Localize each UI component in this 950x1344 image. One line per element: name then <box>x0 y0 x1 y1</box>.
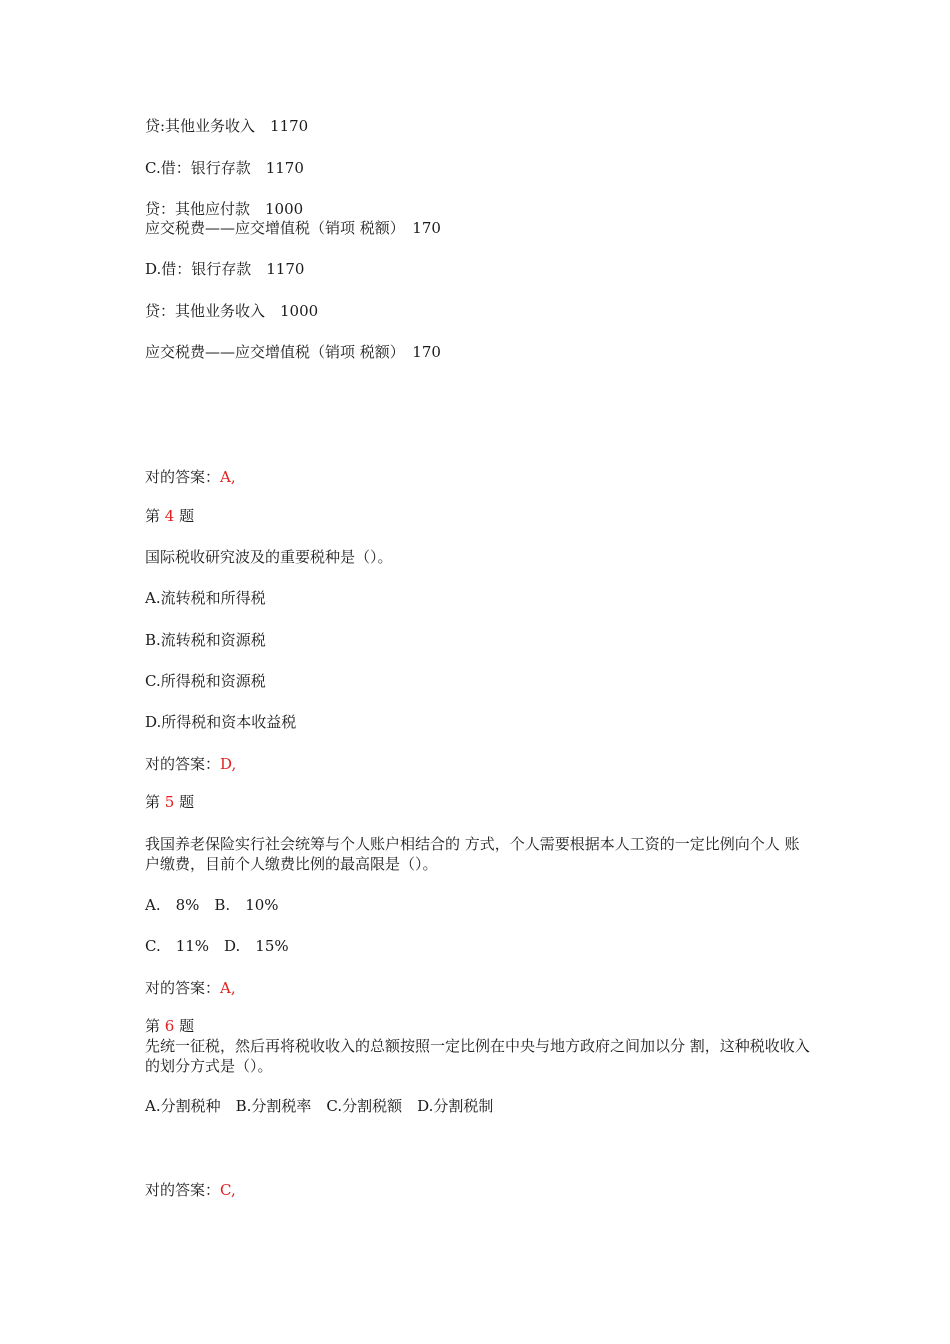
q4-option-a: A.流转税和所得税 <box>145 589 266 607</box>
q5-options-ab: A. 8% B. 10% <box>145 896 279 914</box>
q6-header <box>145 1016 194 1036</box>
q4-header-suffix: 题 <box>174 507 195 525</box>
q3-option-d-debit: D.借：银行存款 1170 <box>145 260 305 278</box>
q5-options-cd: C. 11% D. 15% <box>145 937 289 955</box>
q3-option-c-debit: C.借：银行存款 1170 <box>145 159 304 177</box>
q3-answer <box>145 467 236 487</box>
q4-header <box>145 506 194 526</box>
q3-option-d-credit-1: 贷：其他业务收入 1000 <box>145 302 319 320</box>
q4-option-b: B.流转税和资源税 <box>145 631 266 649</box>
q4-answer-label: 对的答案： <box>145 755 221 773</box>
q5-header-suffix: 题 <box>174 793 195 811</box>
q6-answer-label: 对的答案： <box>145 1181 221 1199</box>
q4-answer <box>145 754 236 774</box>
q6-header-suffix: 题 <box>174 1017 195 1035</box>
q3-answer-label: 对的答案： <box>145 468 221 486</box>
q3-answer-value: A, <box>220 468 236 486</box>
q4-option-d: D.所得税和资本收益税 <box>145 713 297 731</box>
q5-answer-label: 对的答案： <box>145 979 221 997</box>
q3-option-c-credit-2: 应交税费——应交增值税（销项 税额） 170 <box>145 219 441 237</box>
q6-number: 6 <box>164 1017 175 1035</box>
q4-number: 4 <box>164 507 175 525</box>
q5-header-prefix: 第 <box>145 793 165 811</box>
q3-option-d-credit-2: 应交税费——应交增值税（销项 税额） 170 <box>145 343 441 361</box>
q5-question: 我国养老保险实行社会统筹与个人账户相结合的 方式，个人需要根据本人工资的一定比例向个人 账户缴费，目前个人缴费比例的最高限是（）。 <box>145 835 800 873</box>
q6-question: 先统一征税，然后再将税收收入的总额按照一定比例在中央与地方政府之间加以分 割，这种税收收入的划分方式是（）。 <box>145 1037 810 1075</box>
q3-option-b-credit: 贷:其他业务收入 1170 <box>145 117 309 135</box>
q4-question: 国际税收研究波及的重要税种是（）。 <box>145 548 393 566</box>
q5-header <box>145 792 194 812</box>
q4-header-prefix: 第 <box>145 507 165 525</box>
q5-number: 5 <box>164 793 175 811</box>
q6-answer-value: C, <box>220 1181 236 1199</box>
q6-answer <box>145 1180 236 1200</box>
q3-option-c-credit-1: 贷：其他应付款 1000 <box>145 200 304 218</box>
q5-answer <box>145 978 236 998</box>
q5-answer-value: A, <box>220 979 236 997</box>
q4-option-c: C.所得税和资源税 <box>145 672 266 690</box>
q6-header-prefix: 第 <box>145 1017 165 1035</box>
q6-options: A.分割税种 B.分割税率 C.分割税额 D.分割税制 <box>145 1097 494 1115</box>
q4-answer-value: D, <box>220 755 237 773</box>
